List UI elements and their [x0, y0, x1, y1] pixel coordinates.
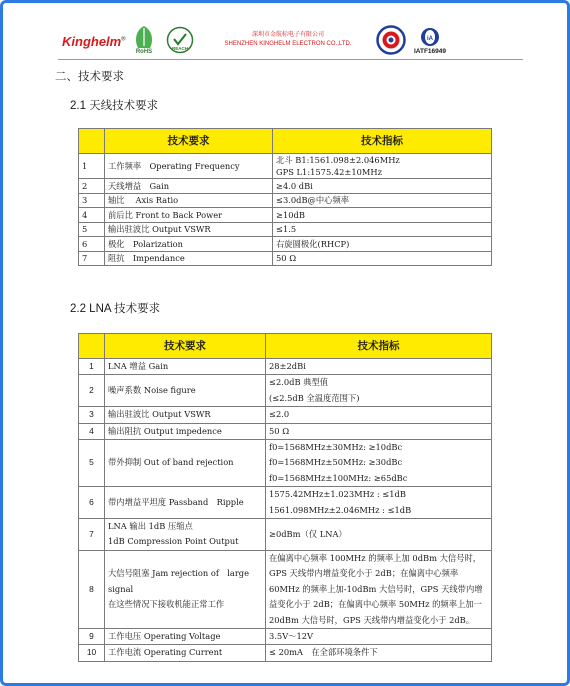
row-spec: [266, 375, 492, 407]
row-requirement: 阻抗 Impendance: [105, 251, 273, 266]
table-row: [79, 179, 492, 194]
row-requirement: 前后比 Front to Back Power: [105, 208, 273, 223]
cell-line: ≤1.5: [276, 224, 297, 235]
row-index: 1: [79, 359, 105, 375]
cell-line: 工作电压 Operating Voltage: [108, 630, 221, 641]
cell-line: 北斗 B1:1561.098±2.046MHz: [276, 155, 400, 165]
row-spec: [273, 208, 492, 223]
header-index-cell: [79, 334, 105, 359]
cell-line: 3.5V～12V: [269, 630, 314, 641]
row-requirement: [105, 645, 266, 661]
row-index: 2: [79, 179, 105, 194]
cell-line: ≤3.0dB@中心频率: [276, 195, 350, 206]
row-index: 6: [79, 237, 105, 252]
cell-line: ≤2.0: [269, 409, 290, 420]
svg-text:REACH: REACH: [171, 46, 189, 51]
header-requirement: 技术要求: [105, 334, 266, 359]
cell-line: 带内增益平坦度 Passband Ripple: [108, 496, 244, 507]
table-row: [79, 375, 492, 407]
header-spec: 技术指标: [273, 129, 492, 154]
brand-logo: Kinghelm®: [62, 34, 126, 49]
table-row: [79, 519, 492, 551]
cell-line: ≤ 20mA 在全部环境条件下: [269, 647, 378, 658]
certification-seal-icon: [376, 25, 406, 55]
row-spec: [273, 251, 492, 266]
cell-line: GPS L1:1575.42±10MHz: [276, 167, 383, 177]
row-spec: [266, 645, 492, 661]
svg-text:IATF16949: IATF16949: [413, 48, 447, 55]
row-requirement: [105, 407, 266, 423]
row-requirement: 工作频率 Operating Frequency: [105, 154, 273, 179]
cell-line: 在偏离中心频率 100MHz 的频率上加 0dBm 大信号时，GPS 天线带内增益变化小于 2dB；在偏离中心频率 60MHz 的频率上加-10dBm 大信号时，GPS 天线带内增益变化小于 2dB；在偏离中心频率 50MHz 的频率上加一20dBm 大信号时，GPS 天线带内增益变化小于 2dB。: [269, 552, 483, 625]
header-requirement: 技术要求: [105, 129, 273, 154]
table-row: [79, 359, 492, 375]
table-row: [79, 193, 492, 208]
row-index: 4: [79, 423, 105, 439]
header-spec: 技术指标: [266, 334, 492, 359]
row-spec: [266, 423, 492, 439]
row-index: 1: [79, 154, 105, 179]
antenna-section-title: 2.1 天线技术要求: [70, 100, 159, 112]
cell-line: ≥4.0 dBi: [276, 180, 313, 191]
cell-line: 在这些情况下接收机能正常工作: [108, 599, 225, 610]
row-requirement: [105, 550, 266, 628]
row-spec: [273, 193, 492, 208]
row-requirement: [105, 519, 266, 551]
row-index: 7: [79, 251, 105, 266]
row-spec: [266, 440, 492, 487]
cell-line: LNA 增益 Gain: [108, 361, 169, 371]
section-title: 二、技术要求: [55, 71, 124, 83]
row-index: 4: [79, 208, 105, 223]
table-row: [79, 440, 492, 487]
table-row: [79, 208, 492, 223]
reach-logo-icon: [166, 26, 194, 54]
row-index: 7: [79, 519, 105, 551]
row-requirement: 输出驻波比 Output VSWR: [105, 222, 273, 237]
row-index: 5: [79, 440, 105, 487]
cell-line: f0=1568MHz±50MHz: ≥30dBc: [269, 457, 403, 468]
cell-line: f0=1568MHz±30MHz: ≥10dBc: [269, 442, 403, 453]
table-row: [79, 550, 492, 628]
row-index: 3: [79, 407, 105, 423]
cell-line: 右旋圆极化(RHCP): [276, 238, 350, 249]
table-row: [79, 487, 492, 519]
table-row: [79, 628, 492, 644]
row-requirement: [105, 440, 266, 487]
row-spec: [273, 179, 492, 194]
iatf-logo-icon: [410, 25, 450, 55]
table-header-row: [79, 334, 492, 359]
row-index: 10: [79, 645, 105, 661]
row-requirement: 极化 Polarization: [105, 237, 273, 252]
row-requirement: [105, 359, 266, 375]
rohs-logo-icon: [130, 24, 158, 54]
cell-line: ≥10dB: [276, 209, 305, 220]
row-spec: [266, 628, 492, 644]
row-index: 6: [79, 487, 105, 519]
row-requirement: [105, 423, 266, 439]
cell-line: 50 Ω: [269, 425, 290, 436]
company-name: 深圳市金航标电子有限公司 SHENZHEN KINGHELM ELECTRON CO.,LTD.: [224, 32, 352, 47]
cell-line: 大信号阻塞 Jam rejection of large signal: [108, 568, 250, 594]
table-row: [79, 423, 492, 439]
header-index-cell: [79, 129, 105, 154]
row-spec: [266, 519, 492, 551]
cell-line: 1575.42MHz±1.023MHz : ≤1dB: [269, 489, 406, 500]
row-index: 2: [79, 375, 105, 407]
row-spec: [266, 359, 492, 375]
row-spec: [273, 154, 492, 179]
row-requirement: [105, 487, 266, 519]
row-requirement: 天线增益 Gain: [105, 179, 273, 194]
row-index: 5: [79, 222, 105, 237]
row-spec: [266, 550, 492, 628]
row-index: 8: [79, 550, 105, 628]
letterhead: [58, 24, 523, 60]
table-row: [79, 645, 492, 661]
cell-line: f0=1568MHz±100MHz: ≥65dBc: [269, 472, 408, 483]
row-requirement: 轴比 Axis Ratio: [105, 193, 273, 208]
cell-line: 28±2dBi: [269, 361, 306, 371]
row-spec: [273, 237, 492, 252]
antenna-spec-table: [78, 128, 492, 266]
cell-line: ≤2.0dB 典型值: [269, 377, 329, 388]
table-row: [79, 407, 492, 423]
cell-line: 1561.098MHz±2.046MHz : ≤1dB: [269, 504, 412, 515]
row-index: 9: [79, 628, 105, 644]
row-requirement: [105, 375, 266, 407]
table-row: [79, 222, 492, 237]
cell-line: 输出驻波比 Output VSWR: [108, 409, 211, 420]
cell-line: (≤2.5dB 全温度范围下): [269, 392, 360, 403]
row-index: 3: [79, 193, 105, 208]
lna-spec-table: [78, 333, 492, 662]
cell-line: ≥0dBm（仅 LNA）: [269, 528, 347, 539]
cell-line: 1dB Compression Point Output: [108, 536, 239, 547]
table-header-row: [79, 129, 492, 154]
svg-text:RoHS: RoHS: [135, 49, 153, 54]
cell-line: 50 Ω: [276, 253, 297, 264]
table-row: [79, 251, 492, 266]
row-spec: [266, 487, 492, 519]
table-row: [79, 154, 492, 179]
row-requirement: [105, 628, 266, 644]
cell-line: LNA 输出 1dB 压缩点: [108, 521, 193, 532]
row-spec: [266, 407, 492, 423]
table-row: [79, 237, 492, 252]
cell-line: 噪声系数 Noise figure: [108, 385, 196, 396]
cell-line: 带外抑制 Out of band rejection: [108, 457, 234, 468]
cell-line: 工作电流 Operating Current: [108, 647, 223, 658]
row-spec: [273, 222, 492, 237]
svg-text:iA: iA: [427, 36, 433, 42]
cell-line: 输出阻抗 Output impedence: [108, 425, 222, 436]
lna-section-title: 2.2 LNA 技术要求: [70, 303, 161, 315]
